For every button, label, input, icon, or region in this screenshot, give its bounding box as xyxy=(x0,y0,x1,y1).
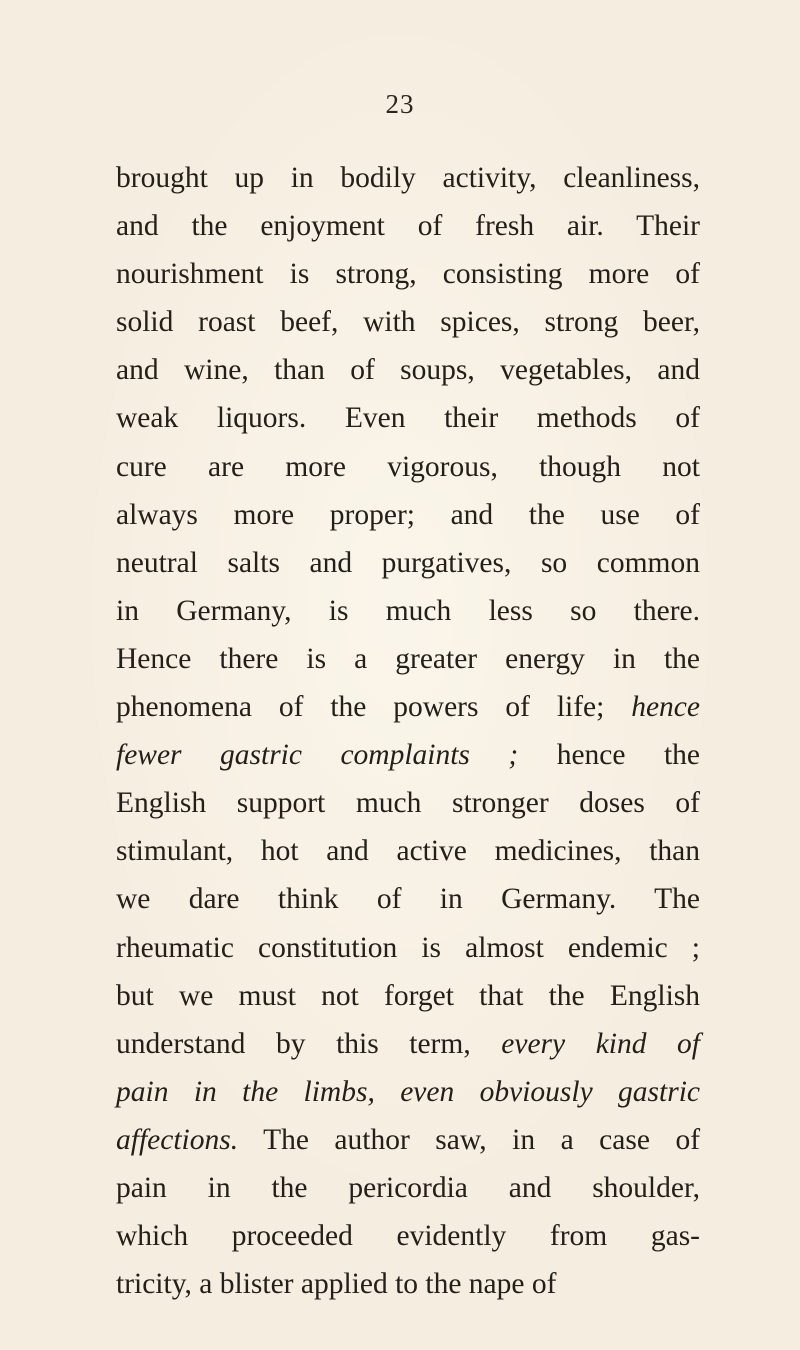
text-line: always more proper; and the use of xyxy=(116,498,700,531)
body-text xyxy=(116,154,700,1308)
text-line xyxy=(116,1020,700,1068)
text-segment: understand by this term, xyxy=(116,1027,471,1060)
text-segment: The author saw, in a case of xyxy=(263,1123,701,1156)
text-line xyxy=(116,1116,700,1164)
text-line: pain in the pericordia and shoulder, xyxy=(116,1171,700,1204)
text-line: cure are more vigorous, though not xyxy=(116,450,700,483)
text-line: neutral salts and purgatives, so common xyxy=(116,546,700,579)
text-line: brought up in bodily activity, cleanliness, xyxy=(116,162,700,194)
text-line: Hence there is a greater energy in the xyxy=(116,642,700,675)
page-number: 23 xyxy=(385,89,415,119)
text-line: in Germany, is much less so there. xyxy=(116,594,700,627)
text-line: we dare think of in Germany. The xyxy=(116,883,700,916)
text-line: solid roast beef, with spices, strong beer, xyxy=(116,306,700,339)
text-line: and wine, than of soups, vegetables, and xyxy=(116,354,700,387)
text-line: rheumatic constitution is almost endemic ; xyxy=(116,931,700,964)
italic-text: fewer gastric complaints ; xyxy=(116,739,519,772)
text-line xyxy=(116,683,700,731)
text-line: and the enjoyment of fresh air. Their xyxy=(116,210,700,243)
italic-text: every kind of xyxy=(501,1027,701,1060)
italic-text: hence xyxy=(631,691,700,724)
text-segment: phenomena of the powers of life; xyxy=(116,691,605,724)
text-line: weak liquors. Even their methods of xyxy=(116,402,700,435)
text-line: stimulant, hot and active medicines, than xyxy=(116,835,700,868)
text-line: nourishment is strong, consisting more of xyxy=(116,258,700,291)
italic-text: affections. xyxy=(116,1123,239,1156)
text-segment: hence the xyxy=(556,739,701,772)
text-line: which proceeded evidently from gas- xyxy=(116,1220,700,1253)
text-line: tricity, a blister applied to the nape of xyxy=(116,1268,557,1301)
text-line: English support much stronger doses of xyxy=(116,787,700,820)
text-line: but we must not forget that the English xyxy=(116,979,700,1012)
text-line xyxy=(116,731,700,779)
text-line: pain in the limbs, even obviously gastric xyxy=(116,1075,700,1108)
